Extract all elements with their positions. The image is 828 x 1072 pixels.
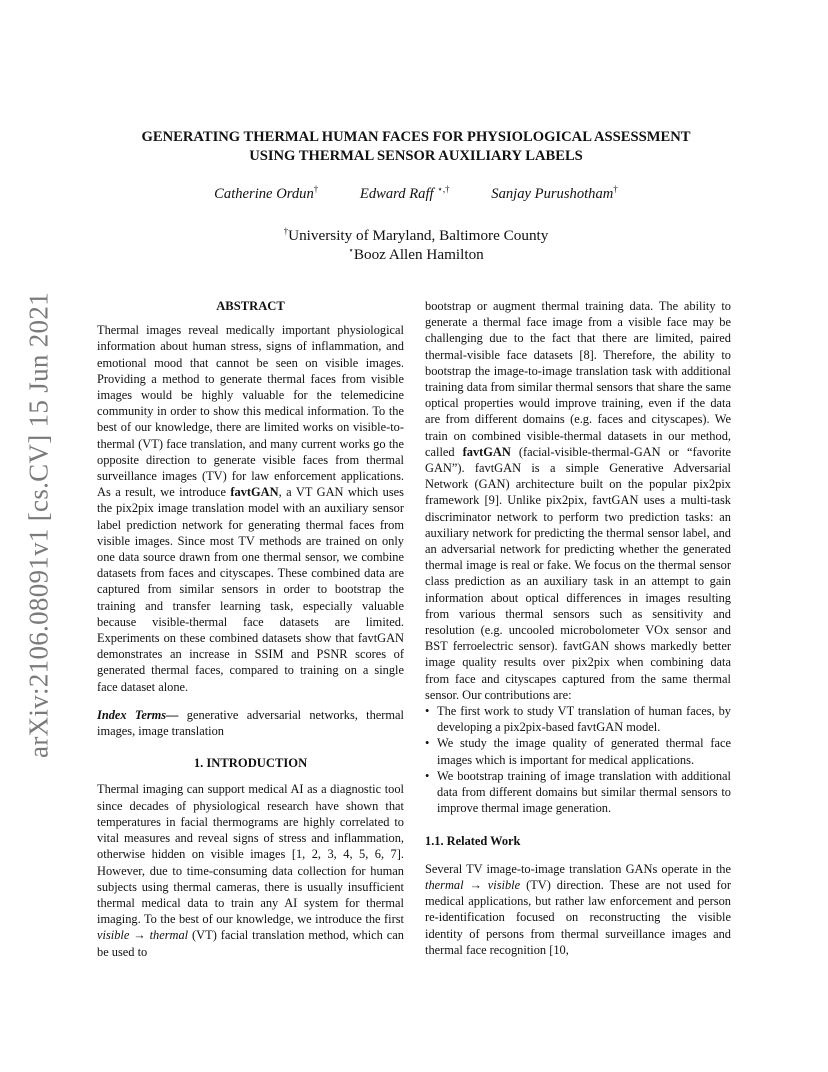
contributions-list	[425, 703, 731, 816]
arxiv-identifier: arXiv:2106.08091v1 [cs.CV] 15 Jun 2021	[23, 292, 54, 758]
list-item: • The first work to study VT translation of human faces, by developing a pix2pix-based favtGAN model.	[425, 703, 731, 735]
math-visible-thermal: visible → thermal	[97, 928, 189, 943]
list-item: • We study the image quality of generated thermal face images which is important for medical applications.	[425, 735, 731, 767]
citation-link[interactable]: [1, 2, 3, 4, 5, 6, 7]	[291, 847, 401, 862]
index-terms: Index Terms— generative adversarial networks, thermal images, image translation	[97, 707, 405, 739]
paper-title	[96, 128, 736, 166]
citation-link[interactable]: [9]	[484, 493, 499, 508]
favtgan-name: favtGAN	[462, 444, 511, 459]
abstract-heading: ABSTRACT	[216, 299, 285, 313]
intro-paragraph: Thermal imaging can support medical AI as a diagnostic tool since decades of physiological research have shown that temperatures in facial thermograms are highly correlated to vital measures and reveal signs of stress and inflammation, otherwise hidden on visible images [1, 2, 3, 4, 5, 6, 7]. However, due to time-consuming data collection for human subjects using thermal cameras, there is usually insufficient thermal medical data to train any AI system for thermal imaging. To the best of our knowledge, we introduce the first visible → thermal (VT) facial translation method, which can be used to	[97, 782, 404, 959]
title-line-1: GENERATING THERMAL HUMAN FACES FOR PHYSIOLOGICAL ASSESSMENT	[141, 129, 691, 145]
title-line-2: USING THERMAL SENSOR AUXILIARY LABELS	[249, 148, 583, 164]
intro-heading: 1. INTRODUCTION	[193, 756, 308, 771]
intro-paragraph-cont: bootstrap or augment thermal training data. The ability to generate a thermal face image from a visible face may be challenging due to the fact that there are limited, paired thermal-visible face datasets [8]. Therefore, the ability to bootstrap the image-to-image translation task with additional training data from similar thermal sensors that share the same optical properties would improve training, even if the data are from different domains (e.g. faces and cityscapes). We train on combined visible-thermal datasets in our method, called favtGAN (facial-visible-thermal-GAN or “favorite GAN”). favtGAN is a simple Generative Adversarial Network (GAN) architecture built on the popular pix2pix framework [9]. Unlike pix2pix, favtGAN uses a multi-task discriminator network to perform two prediction tasks: an auxiliary network for predicting the thermal sensor label, and an adversarial network for predicting whether the generated thermal image is real or fake. We focus on the thermal sensor class prediction as an auxiliary task in an attempt to gain information about optical differences in images resulting from various thermal sensors such as sensitivity and resolution (e.g. uncooled microbolometer VOx sensor and BST ferroelectric sensor). favtGAN shows markedly better image quality results over pix2pix when combining data from face and cityscapes captured from the same thermal sensor. Our contributions are:	[425, 299, 732, 702]
favtgan-name: favtGAN	[230, 485, 279, 500]
math-thermal-visible: thermal → visible	[425, 877, 521, 892]
related-work-heading: 1.1. Related Work	[425, 833, 521, 848]
citation-link[interactable]: [10,	[549, 942, 569, 957]
right-column	[425, 298, 731, 958]
list-item: • We bootstrap training of image translation with additional data from different domains but similar thermal sensors to improve thermal image generation.	[425, 768, 731, 817]
author-list	[96, 186, 736, 203]
affiliations	[96, 226, 736, 264]
affiliation-umbc: †University of Maryland, Baltimore County	[283, 225, 549, 244]
citation-link[interactable]: [8]	[579, 347, 594, 362]
author-purushotham: Sanjay Purushotham†	[491, 184, 618, 202]
related-work-paragraph: Several TV image-to-image translation GANs operate in the thermal → visible (TV) direction. These are not used for medical applications, but rather law enforcement and person re-identification focused on reconstructing the visible identity of persons from thermal surveillance images and thermal face recognition [10,	[425, 861, 731, 957]
author-ordun: Catherine Ordun†	[214, 184, 319, 202]
author-raff: Edward Raff ⋆,†	[359, 184, 450, 202]
affiliation-booz: ⋆Booz Allen Hamilton	[348, 244, 484, 263]
arxiv-sidebar	[22, 290, 56, 760]
abstract-body: Thermal images reveal medically important physiological information about human stress, signs of inflammation, and emotional mood that cannot be seen on visible images. Providing a method to generate thermal faces from visible images would be highly valuable for the telemedicine community in order to show this medical information. To the best of our knowledge, there are limited works on visible-to-thermal (VT) face translation, and many current works go the opposite direction to generate visible faces from thermal surveillance images (TV) for law enforcement applications. As a result, we introduce favtGAN, a VT GAN which uses the pix2pix image translation model with an auxiliary sensor label prediction network for generating thermal faces from visible images. Since most TV methods are trained on only one data source drawn from one thermal sensor, we combine datasets from faces and cityscapes. These combined data are captured from similar sensors in order to bootstrap the training and transfer learning task, especially valuable because visible-thermal face datasets are limited. Experiments on these combined datasets show that favtGAN demonstrates an increase in SSIM and PSNR scores of generated thermal faces, compared to training on a single face dataset alone.	[97, 323, 404, 694]
left-column	[97, 298, 404, 960]
